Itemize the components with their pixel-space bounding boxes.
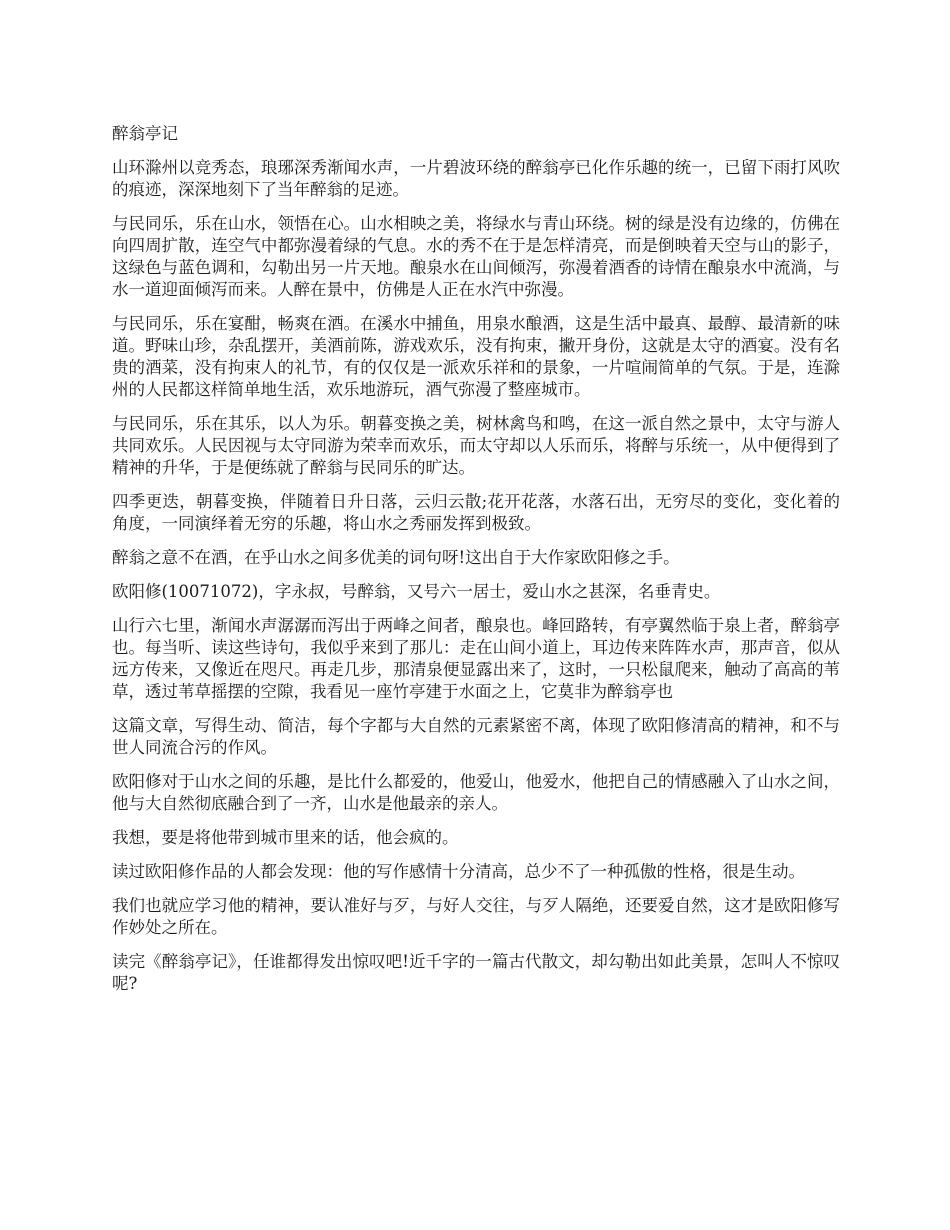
paragraph-11: 我想，要是将他带到城市里来的话，他会疯的。 (112, 828, 459, 847)
paragraph-9: 这篇文章，写得生动、简洁，每个字都与大自然的元素紧密不离，体现了欧阳修清高的精神，和不与世人同流合污的作风。 (112, 716, 840, 757)
paragraph-8: 山行六七里，渐闻水声潺潺而泻出于两峰之间者，酿泉也。峰回路转，有亭翼然临于泉上者，醉翁亭也。每当听、读这些诗句，我似乎来到了那儿：走在山间小道上，耳边传来阵阵水声，那声音，似从远方传来，又像近在咫尺。再走几步，那清泉便显露出来了，这时，一只松鼠爬来，触动了高高的苇草，透过苇草摇摆的空隙，我看见一座竹亭建于水面之上，它莫非为醉翁亭也 (112, 616, 840, 701)
paragraph-6: 醉翁之意不在酒，在乎山水之间多优美的词句呀!这出自于大作家欧阳修之手。 (112, 548, 680, 567)
paragraph-3: 与民同乐，乐在宴酣，畅爽在酒。在溪水中捕鱼，用泉水酿酒，这是生活中最真、最醇、最清新的味道。野味山珍，杂乱摆开，美酒前陈，游戏欢乐，没有拘束，撇开身份，这就是太守的酒宴。没有名贵的酒菜，没有拘束人的礼节，有的仅仅是一派欢乐祥和的景象，一片喧闹简单的气氛。于是，连滁州的人民都这样简单地生活，欢乐地游玩，酒气弥漫了整座城市。 (112, 314, 840, 399)
paragraph-5: 四季更迭，朝暮变换，伴随着日升日落，云归云散;花开花落，水落石出，无穷尽的变化，变化着的角度，一同演绎着无穷的乐趣，将山水之秀丽发挥到极致。 (112, 492, 840, 533)
document-title: 醉翁亭记 (112, 124, 178, 143)
paragraph-1: 山环滁州以竞秀态，琅琊深秀渐闻水声，一片碧波环绕的醉翁亭已化作乐趣的统一，已留下雨打风吹的痕迹，深深地刻下了当年醉翁的足迹。 (112, 158, 840, 199)
paragraph-7: 欧阳修(10071072)，字永叔，号醉翁，又号六一居士，爱山水之甚深，名垂青史。 (112, 582, 721, 601)
document-body (112, 123, 840, 1007)
paragraph-14: 读完《醉翁亭记》，任谁都得发出惊叹吧!近千字的一篇古代散文，却勾勒出如此美景，怎叫人不惊叹呢? (112, 952, 840, 993)
paragraph-2: 与民同乐，乐在山水，领悟在心。山水相映之美，将绿水与青山环绕。树的绿是没有边缘的，仿佛在向四周扩散，连空气中都弥漫着绿的气息。水的秀不在于是怎样清亮，而是倒映着天空与山的影子，这绿色与蓝色调和，勾勒出另一片天地。酿泉水在山间倾泻，弥漫着酒香的诗情在酿泉水中流淌，与水一道迎面倾泻而来。人醉在景中，仿佛是人正在水汽中弥漫。 (112, 214, 840, 299)
paragraph-12: 读过欧阳修作品的人都会发现：他的写作感情十分清高，总少不了一种孤傲的性格，很是生动。 (112, 862, 805, 881)
paragraph-13: 我们也就应学习他的精神，要认准好与歹，与好人交往，与歹人隔绝，还要爱自然，这才是欧阳修写作妙处之所在。 (112, 896, 840, 937)
paragraph-10: 欧阳修对于山水之间的乐趣，是比什么都爱的，他爱山，他爱水，他把自己的情感融入了山水之间，他与大自然彻底融合到了一齐，山水是他最亲的亲人。 (112, 772, 840, 813)
paragraph-4: 与民同乐，乐在其乐，以人为乐。朝暮变换之美，树林禽鸟和鸣，在这一派自然之景中，太守与游人共同欢乐。人民因视与太守同游为荣幸而欢乐，而太守却以人乐而乐，将醉与乐统一，从中便得到了精神的升华，于是便练就了醉翁与民同乐的旷达。 (112, 414, 840, 477)
